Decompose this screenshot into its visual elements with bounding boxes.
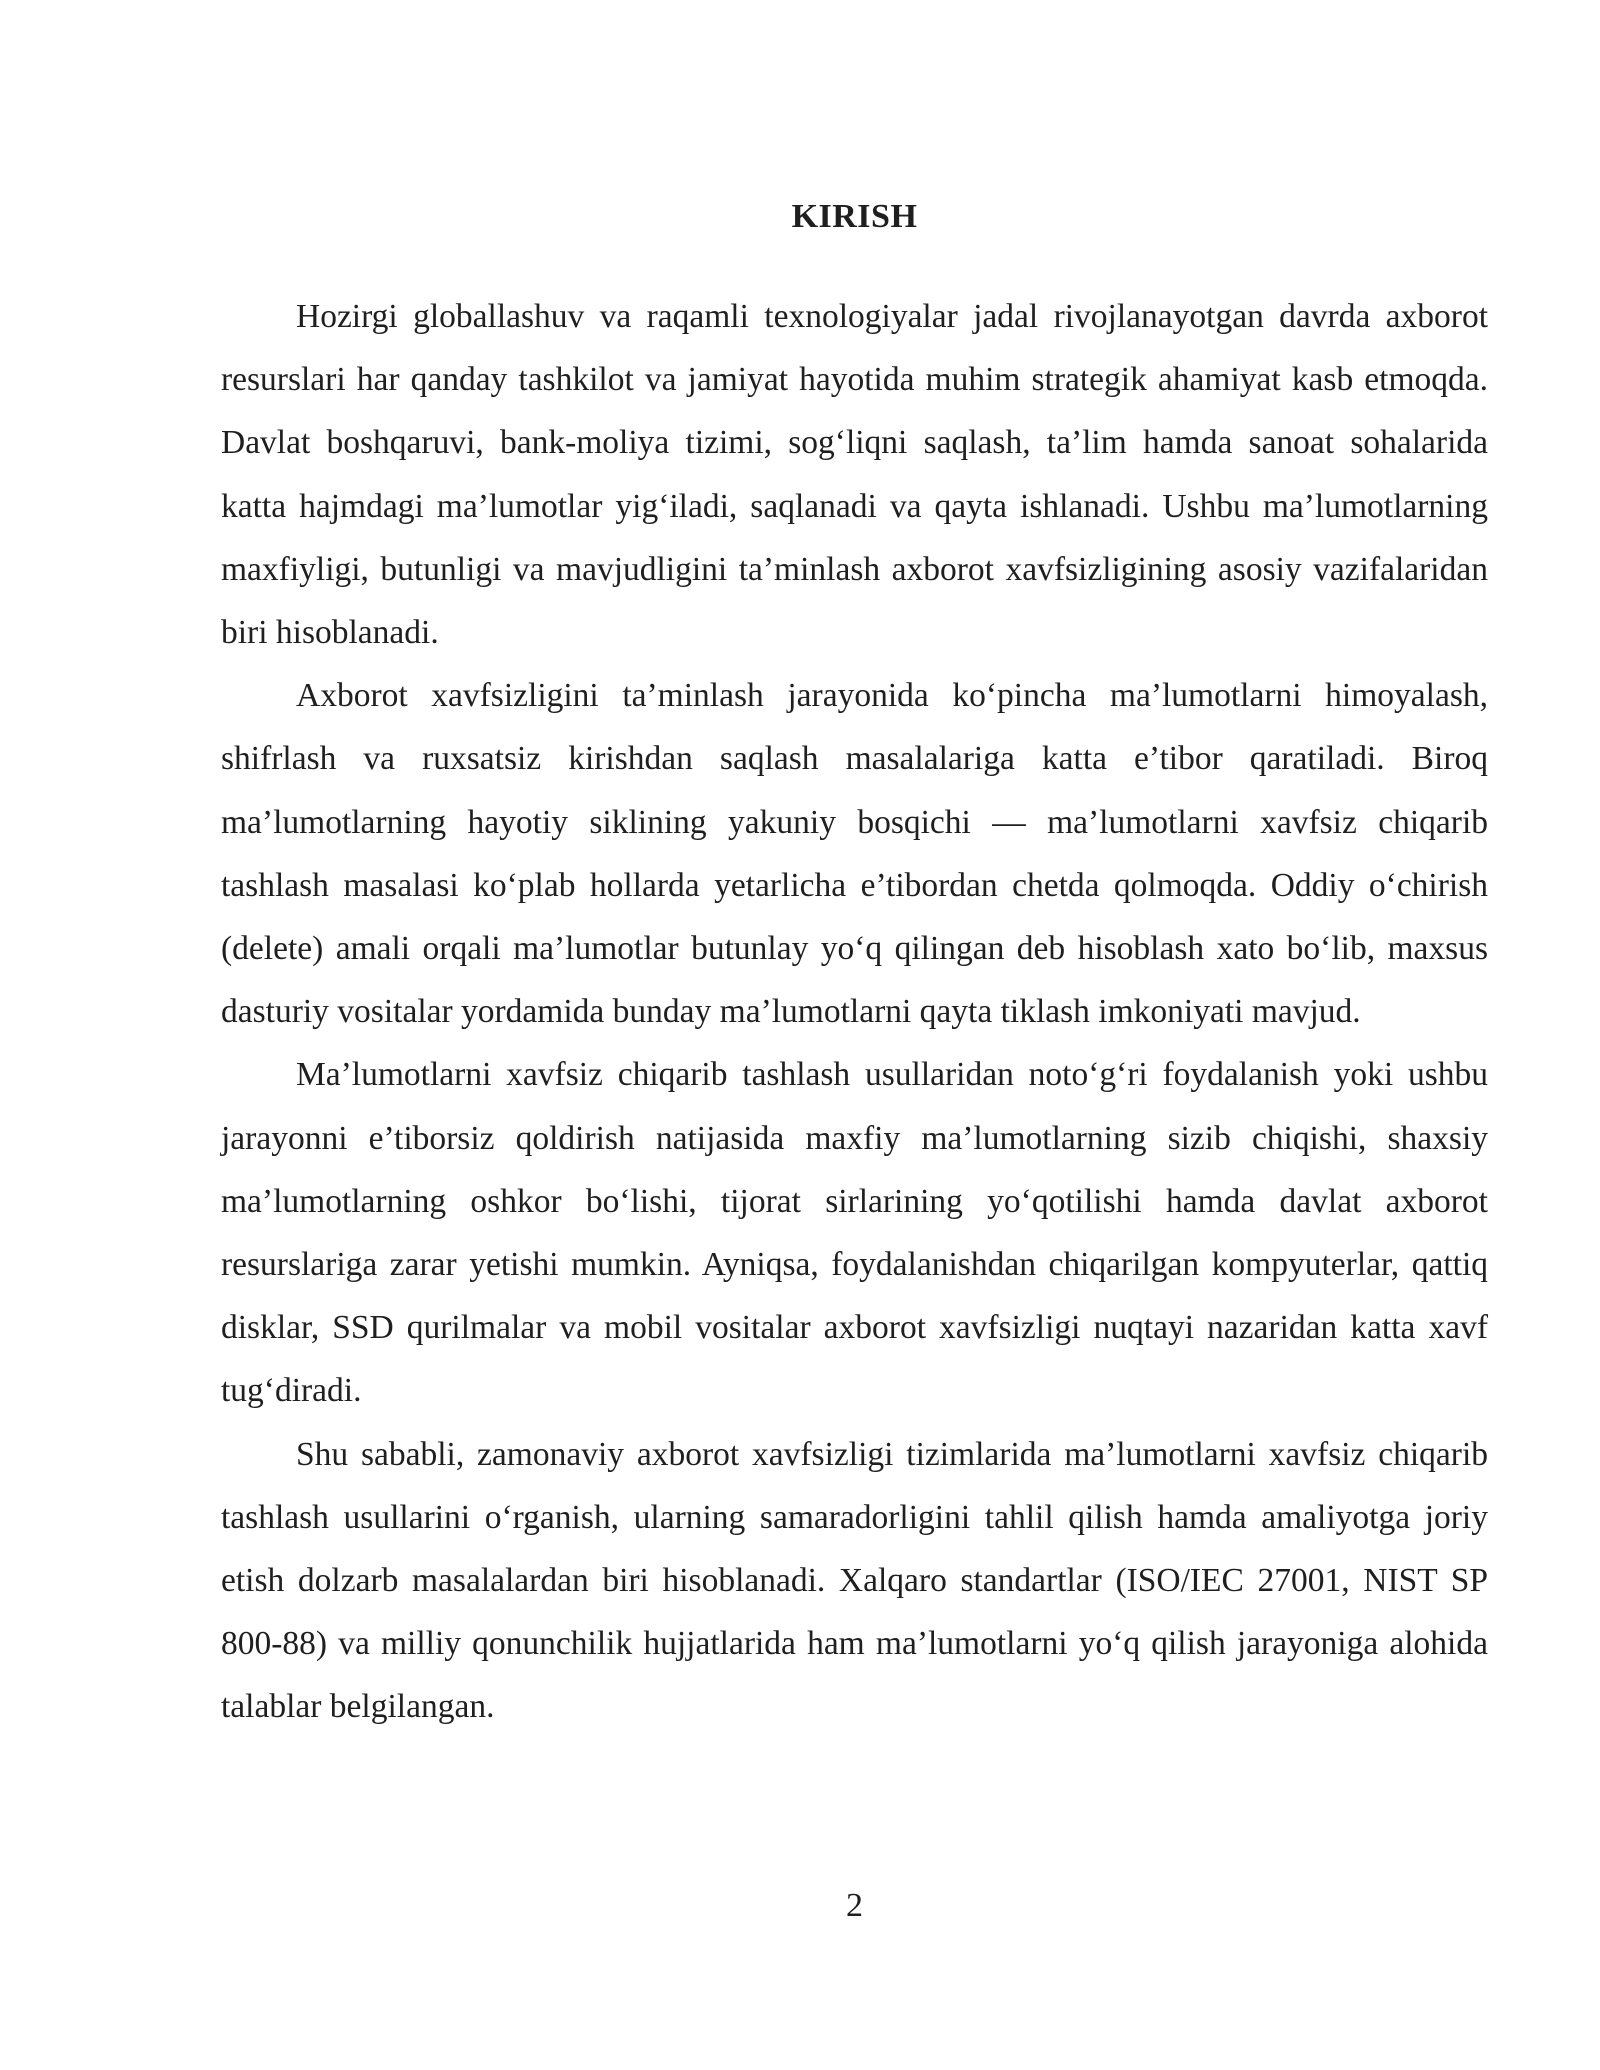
body-text <box>221 285 1488 1739</box>
paragraph-1: Hozirgi globallashuv va raqamli texnologiyalar jadal rivojlanayotgan davrda axborot resurslari har qanday tashkilot va jamiyat hayotida muhim strategik ahamiyat kasb etmoqda. Davlat boshqaruvi, bank-moliya tizimi, sog‘liqni saqlash, ta’lim hamda sanoat sohalarida katta hajmdagi ma’lumotlar yig‘iladi, saqlanadi va qayta ishlanadi. Ushbu ma’lumotlarning maxfiyligi, butunligi va mavjudligini ta’minlash axborot xavfsizligining asosiy vazifalaridan biri hisoblanadi. <box>221 298 1488 652</box>
paragraph-3: Ma’lumotlarni xavfsiz chiqarib tashlash usullaridan noto‘g‘ri foydalanish yoki ushbu jarayonni e’tiborsiz qoldirish natijasida maxfiy ma’lumotlarning sizib chiqishi, shaxsiy ma’lumotlarning oshkor bo‘lishi, tijorat sirlarining yo‘qotilishi hamda davlat axborot resurslariga zarar yetishi mumkin. Ayniqsa, foydalanishdan chiqarilgan kompyuterlar, qattiq disklar, SSD qurilmalar va mobil vositalar axborot xavfsizligi nuqtayi nazaridan katta xavf tug‘diradi. <box>221 1056 1488 1410</box>
document-page <box>221 0 1488 2070</box>
page-number: 2 <box>846 1887 863 1924</box>
paragraph-4: Shu sababli, zamonaviy axborot xavfsizligi tizimlarida ma’lumotlarni xavfsiz chiqarib tashlash usullarini o‘rganish, ularning samaradorligini tahlil qilish hamda amaliyotga joriy etish dolzarb masalalardan biri hisoblanadi. Xalqaro standartlar (ISO/IEC 27001, NIST SP 800-88) va milliy qonunchilik hujjatlarida ham ma’lumotlarni yo‘q qilish jarayoniga alohida talablar belgilangan. <box>221 1435 1488 1726</box>
paragraph-2: Axborot xavfsizligini ta’minlash jarayonida ko‘pincha ma’lumotlarni himoyalash, shifrlash va ruxsatsiz kirishdan saqlash masalalariga katta e’tibor qaratiladi. Biroq ma’lumotlarning hayotiy siklining yakuniy bosqichi — ma’lumotlarni xavfsiz chiqarib tashlash masalasi ko‘plab hollarda yetarlicha e’tibordan chetda qolmoqda. Oddiy o‘chirish (delete) amali orqali ma’lumotlar butunlay yo‘q qilingan deb hisoblash xato bo‘lib, maxsus dasturiy vositalar yordamida bunday ma’lumotlarni qayta tiklash imkoniyati mavjud. <box>221 677 1488 1031</box>
section-heading: KIRISH <box>791 198 918 235</box>
